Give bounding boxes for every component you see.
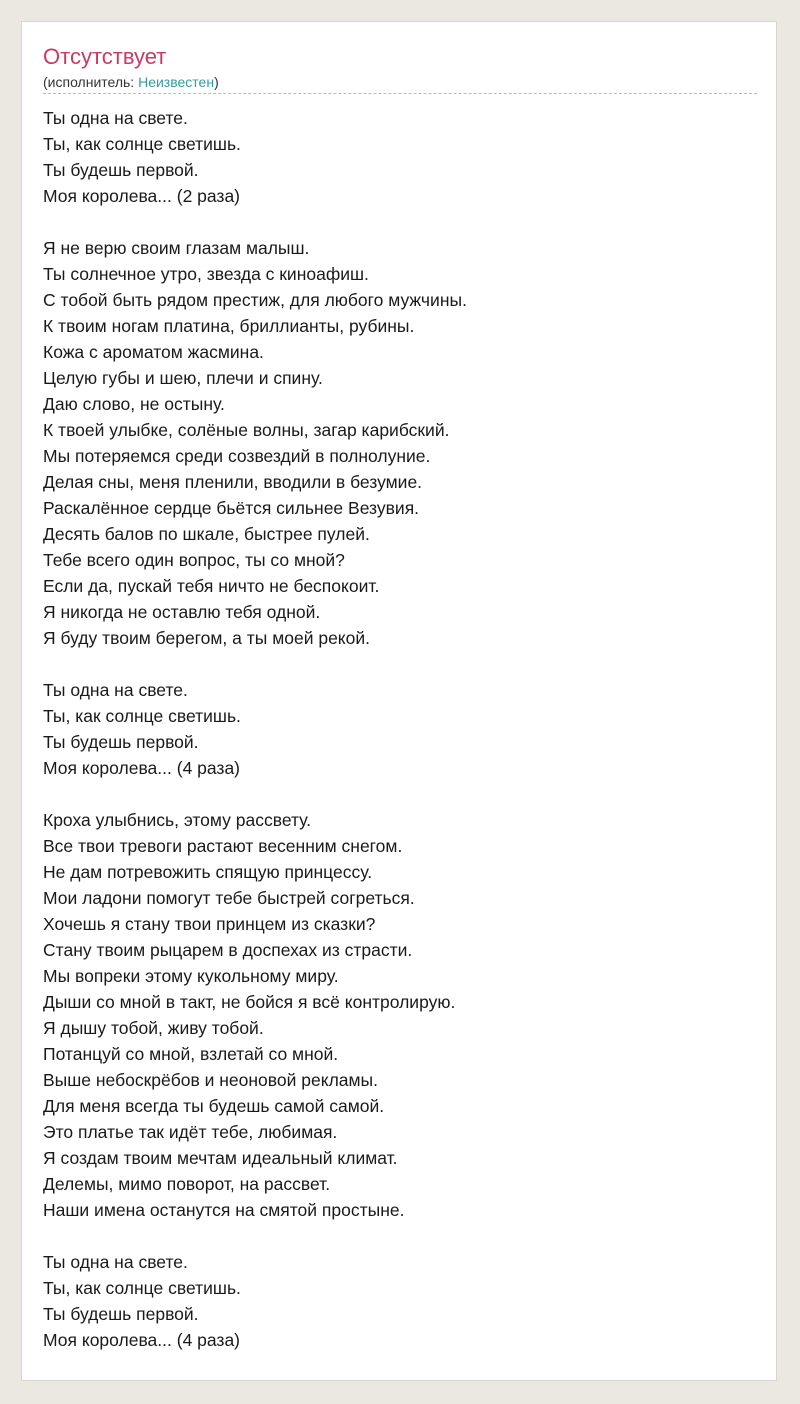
divider	[43, 93, 757, 94]
lyrics-line: Я буду твоим берегом, а ты моей рекой.	[43, 628, 371, 648]
lyrics-line: Десять балов по шкале, быстрее пулей.	[43, 524, 370, 544]
lyrics-line: Стану твоим рыцарем в доспехах из страсти.	[43, 940, 413, 960]
lyrics-stanza	[43, 105, 759, 209]
lyrics-line: Делемы, мимо поворот, на рассвет.	[43, 1174, 331, 1194]
lyrics-line: Я не верю своим глазам малыш.	[43, 238, 310, 258]
artist-link[interactable]: Неизвестен	[138, 74, 215, 90]
lyrics-stanza	[43, 677, 759, 781]
lyrics-line: Тебе всего один вопрос, ты со мной?	[43, 550, 345, 570]
lyrics-line: Ты солнечное утро, звезда с киноафиш.	[43, 264, 369, 284]
lyrics-line: Мы потеряемся среди созвездий в полнолуние.	[43, 446, 431, 466]
lyrics-stanza	[43, 807, 759, 1223]
lyrics-line: Выше небоскрёбов и неоновой рекламы.	[43, 1070, 378, 1090]
lyrics-stanza	[43, 235, 759, 651]
lyrics-line: Ты одна на свете.	[43, 680, 188, 700]
lyrics-line: Моя королева... (2 раза)	[43, 186, 241, 206]
lyrics-stanza	[43, 1249, 759, 1353]
lyrics-line: Ты будешь первой.	[43, 732, 199, 752]
lyrics-line: Ты будешь первой.	[43, 1304, 199, 1324]
lyrics-line: Моя королева... (4 раза)	[43, 1330, 241, 1350]
artist-prefix: (исполнитель:	[43, 74, 139, 90]
lyrics-line: Ты, как солнце светишь.	[43, 1278, 241, 1298]
lyrics-line: Ты одна на свете.	[43, 1252, 188, 1272]
lyrics-line: Все твои тревоги растают весенним снегом.	[43, 836, 403, 856]
lyrics-line: Для меня всегда ты будешь самой самой.	[43, 1096, 385, 1116]
artist-line	[43, 73, 219, 91]
lyrics-line: Делая сны, меня пленили, вводили в безумие.	[43, 472, 423, 492]
lyrics-line: Не дам потревожить спящую принцессу.	[43, 862, 373, 882]
lyrics-line: Это платье так идёт тебе, любимая.	[43, 1122, 338, 1142]
lyrics-line: Даю слово, не остыну.	[43, 394, 225, 414]
lyrics-line: Целую губы и шею, плечи и спину.	[43, 368, 323, 388]
lyrics-line: Ты, как солнце светишь.	[43, 706, 241, 726]
lyrics-line: Моя королева... (4 раза)	[43, 758, 241, 778]
lyrics-line: Я никогда не оставлю тебя одной.	[43, 602, 321, 622]
lyrics-line: К твоим ногам платина, бриллианты, рубины.	[43, 316, 415, 336]
lyrics-line: Мои ладони помогут тебе быстрей согреться.	[43, 888, 415, 908]
lyrics-line: Ты, как солнце светишь.	[43, 134, 241, 154]
lyrics-line: Я создам твоим мечтам идеальный климат.	[43, 1148, 398, 1168]
lyrics-line: С тобой быть рядом престиж, для любого мужчины.	[43, 290, 467, 310]
lyrics-line: Ты будешь первой.	[43, 160, 199, 180]
lyrics-card	[21, 21, 777, 1381]
lyrics-line: Хочешь я стану твои принцем из сказки?	[43, 914, 376, 934]
lyrics-line: Если да, пускай тебя ничто не беспокоит.	[43, 576, 380, 596]
lyrics-text	[43, 105, 759, 1379]
lyrics-line: Потанцуй со мной, взлетай со мной.	[43, 1044, 339, 1064]
lyrics-line: Дыши со мной в такт, не бойся я всё контролирую.	[43, 992, 456, 1012]
lyrics-line: Мы вопреки этому кукольному миру.	[43, 966, 339, 986]
lyrics-line: Раскалённое сердце бьётся сильнее Везувия.	[43, 498, 420, 518]
artist-suffix: )	[214, 74, 219, 90]
lyrics-line: Ты одна на свете.	[43, 108, 188, 128]
lyrics-line: Кроха улыбнись, этому рассвету.	[43, 810, 312, 830]
lyrics-line: Кожа с ароматом жасмина.	[43, 342, 264, 362]
lyrics-line: Наши имена останутся на смятой простыне.	[43, 1200, 405, 1220]
lyrics-line: К твоей улыбке, солёные волны, загар карибский.	[43, 420, 450, 440]
song-title: Отсутствует	[43, 44, 167, 69]
lyrics-line: Я дышу тобой, живу тобой.	[43, 1018, 264, 1038]
